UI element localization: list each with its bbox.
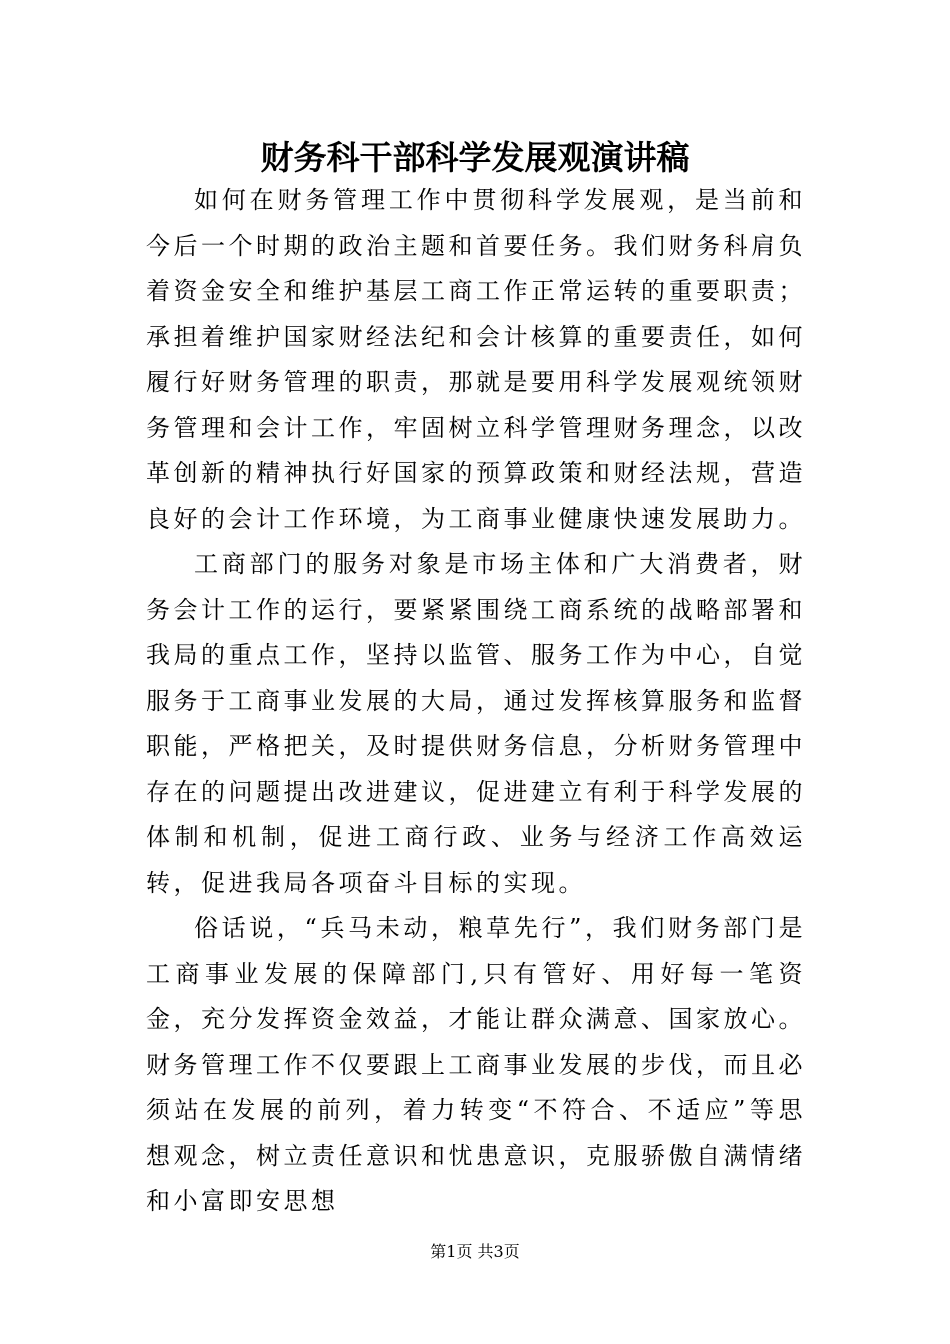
paragraph-1: 如何在财务管理工作中贯彻科学发展观，是当前和今后一个时期的政治主题和首要任务。我们财务科肩负着资金安全和维护基层工商工作正常运转的重要职责；承担着维护国家财经法纪和会计核算的重要责任，如何履行好财务管理的职责，那就是要用科学发展观统领财务管理和会计工作，牢固树立科学管理财务理念，以改革创新的精神执行好国家的预算政策和财经法规，营造良好的会计工作环境，为工商事业健康快速发展助力。 bbox=[146, 186, 806, 533]
paragraph-3: 俗话说，“兵马未动，粮草先行”，我们财务部门是工商事业发展的保障部门,只有管好、用好每一笔资金，充分发挥资金效益，才能让群众满意、国家放心。财务管理工作不仅要跟上工商事业发展的步伐，而且必须站在发展的前列，着力转变“不符合、不适应”等思想观念，树立责任意识和忧患意识，克服骄傲自满情绪和小富即安思想 bbox=[146, 914, 806, 1215]
document-title: 财务科干部科学发展观演讲稿 bbox=[260, 138, 690, 177]
document-body bbox=[146, 178, 806, 1225]
page-footer: 第1页 共3页 bbox=[430, 1242, 520, 1261]
paragraph-2: 工商部门的服务对象是市场主体和广大消费者，财务会计工作的运行，要紧紧围绕工商系统的战略部署和我局的重点工作，坚持以监管、服务工作为中心，自觉服务于工商事业发展的大局，通过发挥核算服务和监督职能，严格把关，及时提供财务信息，分析财务管理中存在的问题提出改进建议，促进建立有利于科学发展的体制和机制，促进工商行政、业务与经济工作高效运转，促进我局各项奋斗目标的实现。 bbox=[146, 550, 806, 897]
